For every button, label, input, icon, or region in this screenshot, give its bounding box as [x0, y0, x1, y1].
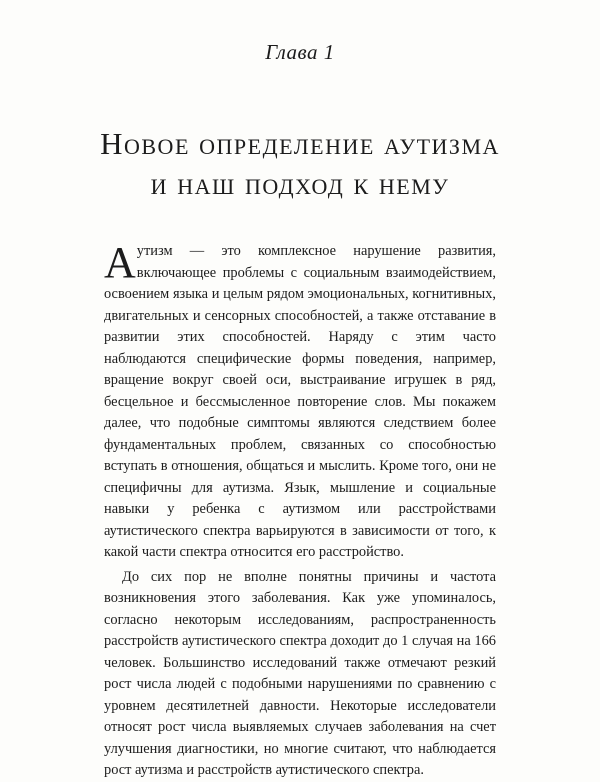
paragraph-2: До сих пор не вполне понятны причины и частота возникновения этого заболевания. Как уже упоминалось, согласно некоторым исследованиям, распространенность расстройств аутистического спектра доходит до 1 случая на 166 человек. Большинство исследований также отмечают резкий рост числа людей с подобными нарушениями по сравнению с уровнем десятилетней давности. Некоторые исследователи относят рост числа выявляемых случаев заболевания на счет улучшения диагностики, но многие считают, что наблюдается рост аутизма и расстройств аутистического спектра. [104, 568, 496, 778]
chapter-title-line-2: и наш подход к нему [150, 166, 450, 201]
drop-cap: А [104, 238, 136, 287]
paragraph-1 [104, 238, 496, 564]
paragraph-1-text: утизм — это комплексное нарушение развития, включающее проблемы с социальным взаимодействием, освоением языка и целым рядом эмоциональных, когнитивных, двигательных и сенсорных способностей, а также отставание в развитии этих способностей. Наряду с этим часто наблюдаются специфические формы поведения, например, вращение вокруг своей оси, выстраивание игрушек в ряд, бесцельное и бессмысленное повторение слов. Мы покажем далее, что подобные симптомы являются следствием более фундаментальных проблем, связанных со способностью вступать в отношения, общаться и мыслить. Кроме того, они не специфичны для аутизма. Язык, мышление и социальные навыки у ребенка с аутизмом или расстройствами аутистического спектра варьируются в зависимости от того, к какой части спектра относится его расстройство. [104, 243, 496, 560]
body-text [104, 238, 496, 782]
chapter-title [0, 124, 600, 204]
chapter-title-line-1: Новое определение аутизма [100, 126, 500, 161]
chapter-label: Глава 1 [265, 40, 335, 64]
